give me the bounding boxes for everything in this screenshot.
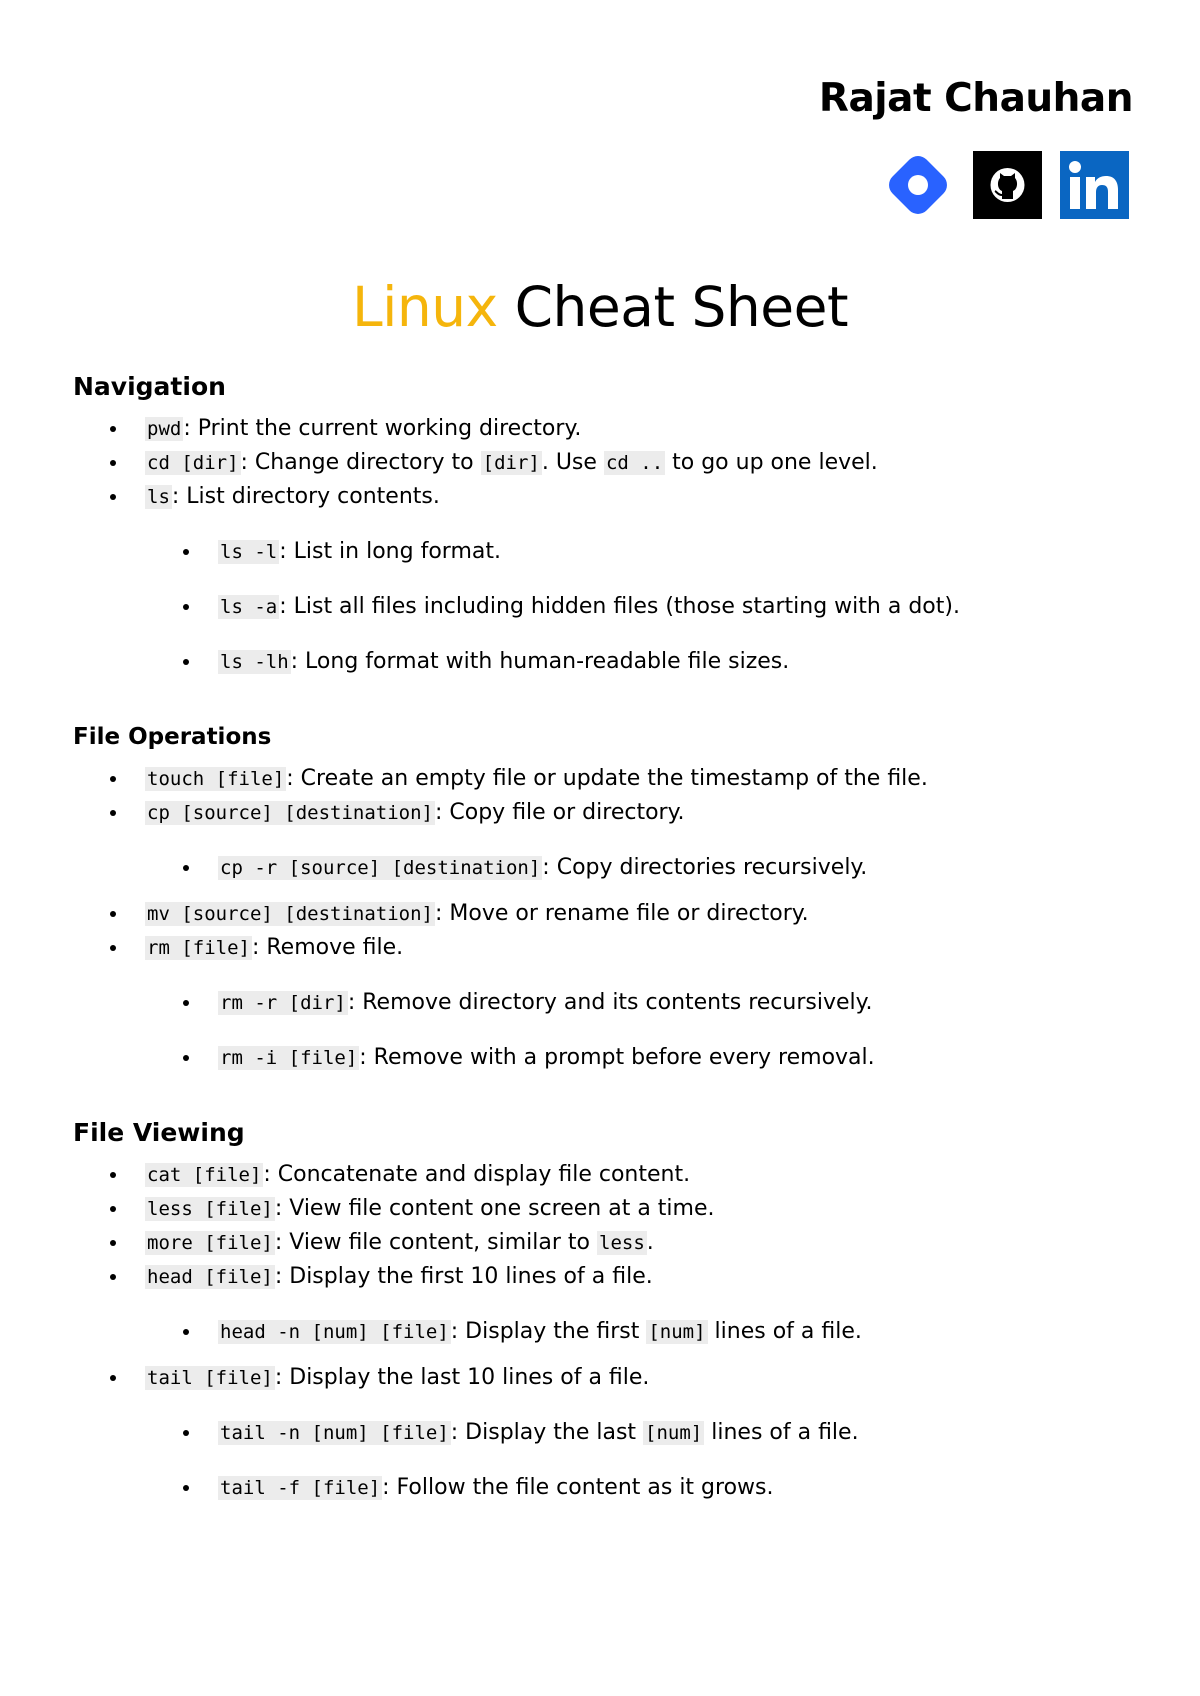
linkedin-icon[interactable] xyxy=(1060,151,1129,219)
command-description: : Display the last xyxy=(450,1420,644,1445)
command-description: : View file content, similar to xyxy=(274,1230,597,1255)
navigation-heading: Navigation xyxy=(73,372,226,401)
command-description: . xyxy=(646,1230,654,1255)
command-description: : List directory contents. xyxy=(171,484,440,509)
list-item xyxy=(73,645,1153,679)
list-item xyxy=(73,1361,1153,1395)
command-description: : Follow the file content as it grows. xyxy=(382,1475,774,1500)
command-code: rm -r [dir] xyxy=(220,992,346,1014)
command-description: : Remove with a prompt before every removal. xyxy=(359,1045,875,1070)
list-item xyxy=(73,931,1153,965)
command-description: : List in long format. xyxy=(279,539,501,564)
list-item xyxy=(73,762,1153,796)
command-code: mv [source] [destination] xyxy=(147,903,433,925)
command-description: : Concatenate and display file content. xyxy=(263,1162,691,1187)
page-title xyxy=(0,272,1200,342)
command-description: . Use xyxy=(541,450,604,475)
list-item xyxy=(73,1226,1153,1260)
command-code: cp [source] [destination] xyxy=(147,802,433,824)
file-viewing-heading: File Viewing xyxy=(73,1118,245,1147)
hashnode-icon[interactable] xyxy=(884,151,952,219)
command-code: cd [dir] xyxy=(147,452,239,474)
list-item xyxy=(73,986,1153,1020)
command-code: ls -l xyxy=(220,541,278,563)
command-description: : Copy file or directory. xyxy=(434,800,685,825)
command-description: : Move or rename file or directory. xyxy=(434,901,809,926)
navigation-section xyxy=(73,370,1153,679)
command-code: more [file] xyxy=(147,1232,273,1254)
list-item xyxy=(73,1260,1153,1294)
list-item xyxy=(73,446,1153,480)
command-code: head [file] xyxy=(147,1266,273,1288)
command-code: cat [file] xyxy=(147,1164,262,1186)
command-code: ls xyxy=(147,486,170,508)
title-accent: Linux xyxy=(351,275,498,339)
command-code: ls -lh xyxy=(220,651,289,673)
command-code: cp -r [source] [destination] xyxy=(220,857,541,879)
command-code: pwd xyxy=(147,418,182,440)
command-description: lines of a file. xyxy=(707,1319,862,1344)
list-item xyxy=(73,1315,1153,1349)
command-description: : Remove directory and its contents recursively. xyxy=(347,990,873,1015)
command-description: : Display the first xyxy=(450,1319,647,1344)
file-viewing-list xyxy=(73,1158,1153,1505)
command-description: : View file content one screen at a time. xyxy=(274,1196,715,1221)
file-operations-list xyxy=(73,762,1153,1075)
list-item xyxy=(73,796,1153,830)
command-description: : Display the first 10 lines of a file. xyxy=(274,1264,653,1289)
inline-code: [dir] xyxy=(482,452,540,474)
command-description: : Create an empty file or update the timestamp of the file. xyxy=(286,766,928,791)
list-item xyxy=(73,1158,1153,1192)
command-description: : Remove file. xyxy=(251,935,404,960)
command-code: tail -n [num] [file] xyxy=(220,1422,449,1444)
command-code: ls -a xyxy=(220,596,278,618)
navigation-list xyxy=(73,412,1153,679)
list-item xyxy=(73,851,1153,885)
author-name: Rajat Chauhan xyxy=(818,76,1133,121)
title-rest: Cheat Sheet xyxy=(514,275,849,339)
list-item xyxy=(73,412,1153,446)
file-operations-heading: File Operations xyxy=(73,724,272,750)
list-item xyxy=(73,1192,1153,1226)
list-item xyxy=(73,480,1153,514)
command-description: : Display the last 10 lines of a file. xyxy=(274,1365,650,1390)
command-code: tail -f [file] xyxy=(220,1477,381,1499)
command-description: : Copy directories recursively. xyxy=(542,855,868,880)
inline-code: less xyxy=(599,1232,645,1254)
inline-code: [num] xyxy=(645,1422,703,1444)
file-operations-section xyxy=(73,720,1153,1075)
command-code: less [file] xyxy=(147,1198,273,1220)
inline-code: [num] xyxy=(648,1321,706,1343)
list-item xyxy=(73,590,1153,624)
list-item xyxy=(73,1416,1153,1450)
list-item xyxy=(73,1471,1153,1505)
list-item xyxy=(73,1041,1153,1075)
command-description: lines of a file. xyxy=(704,1420,859,1445)
list-item xyxy=(73,535,1153,569)
inline-code: cd .. xyxy=(605,452,664,474)
command-description: : Long format with human-readable file sizes. xyxy=(290,649,790,674)
command-description: : Change directory to xyxy=(240,450,481,475)
command-description: : List all files including hidden files (those starting with a dot). xyxy=(279,594,960,619)
command-description: to go up one level. xyxy=(665,450,878,475)
command-description: : Print the current working directory. xyxy=(183,416,582,441)
list-item xyxy=(73,897,1153,931)
command-code: rm -i [file] xyxy=(220,1047,358,1069)
command-code: head -n [num] [file] xyxy=(220,1321,449,1343)
file-viewing-section xyxy=(73,1116,1153,1505)
command-code: tail [file] xyxy=(147,1367,273,1389)
command-code: rm [file] xyxy=(147,937,250,959)
command-code: touch [file] xyxy=(147,768,285,790)
github-icon[interactable] xyxy=(973,151,1042,219)
